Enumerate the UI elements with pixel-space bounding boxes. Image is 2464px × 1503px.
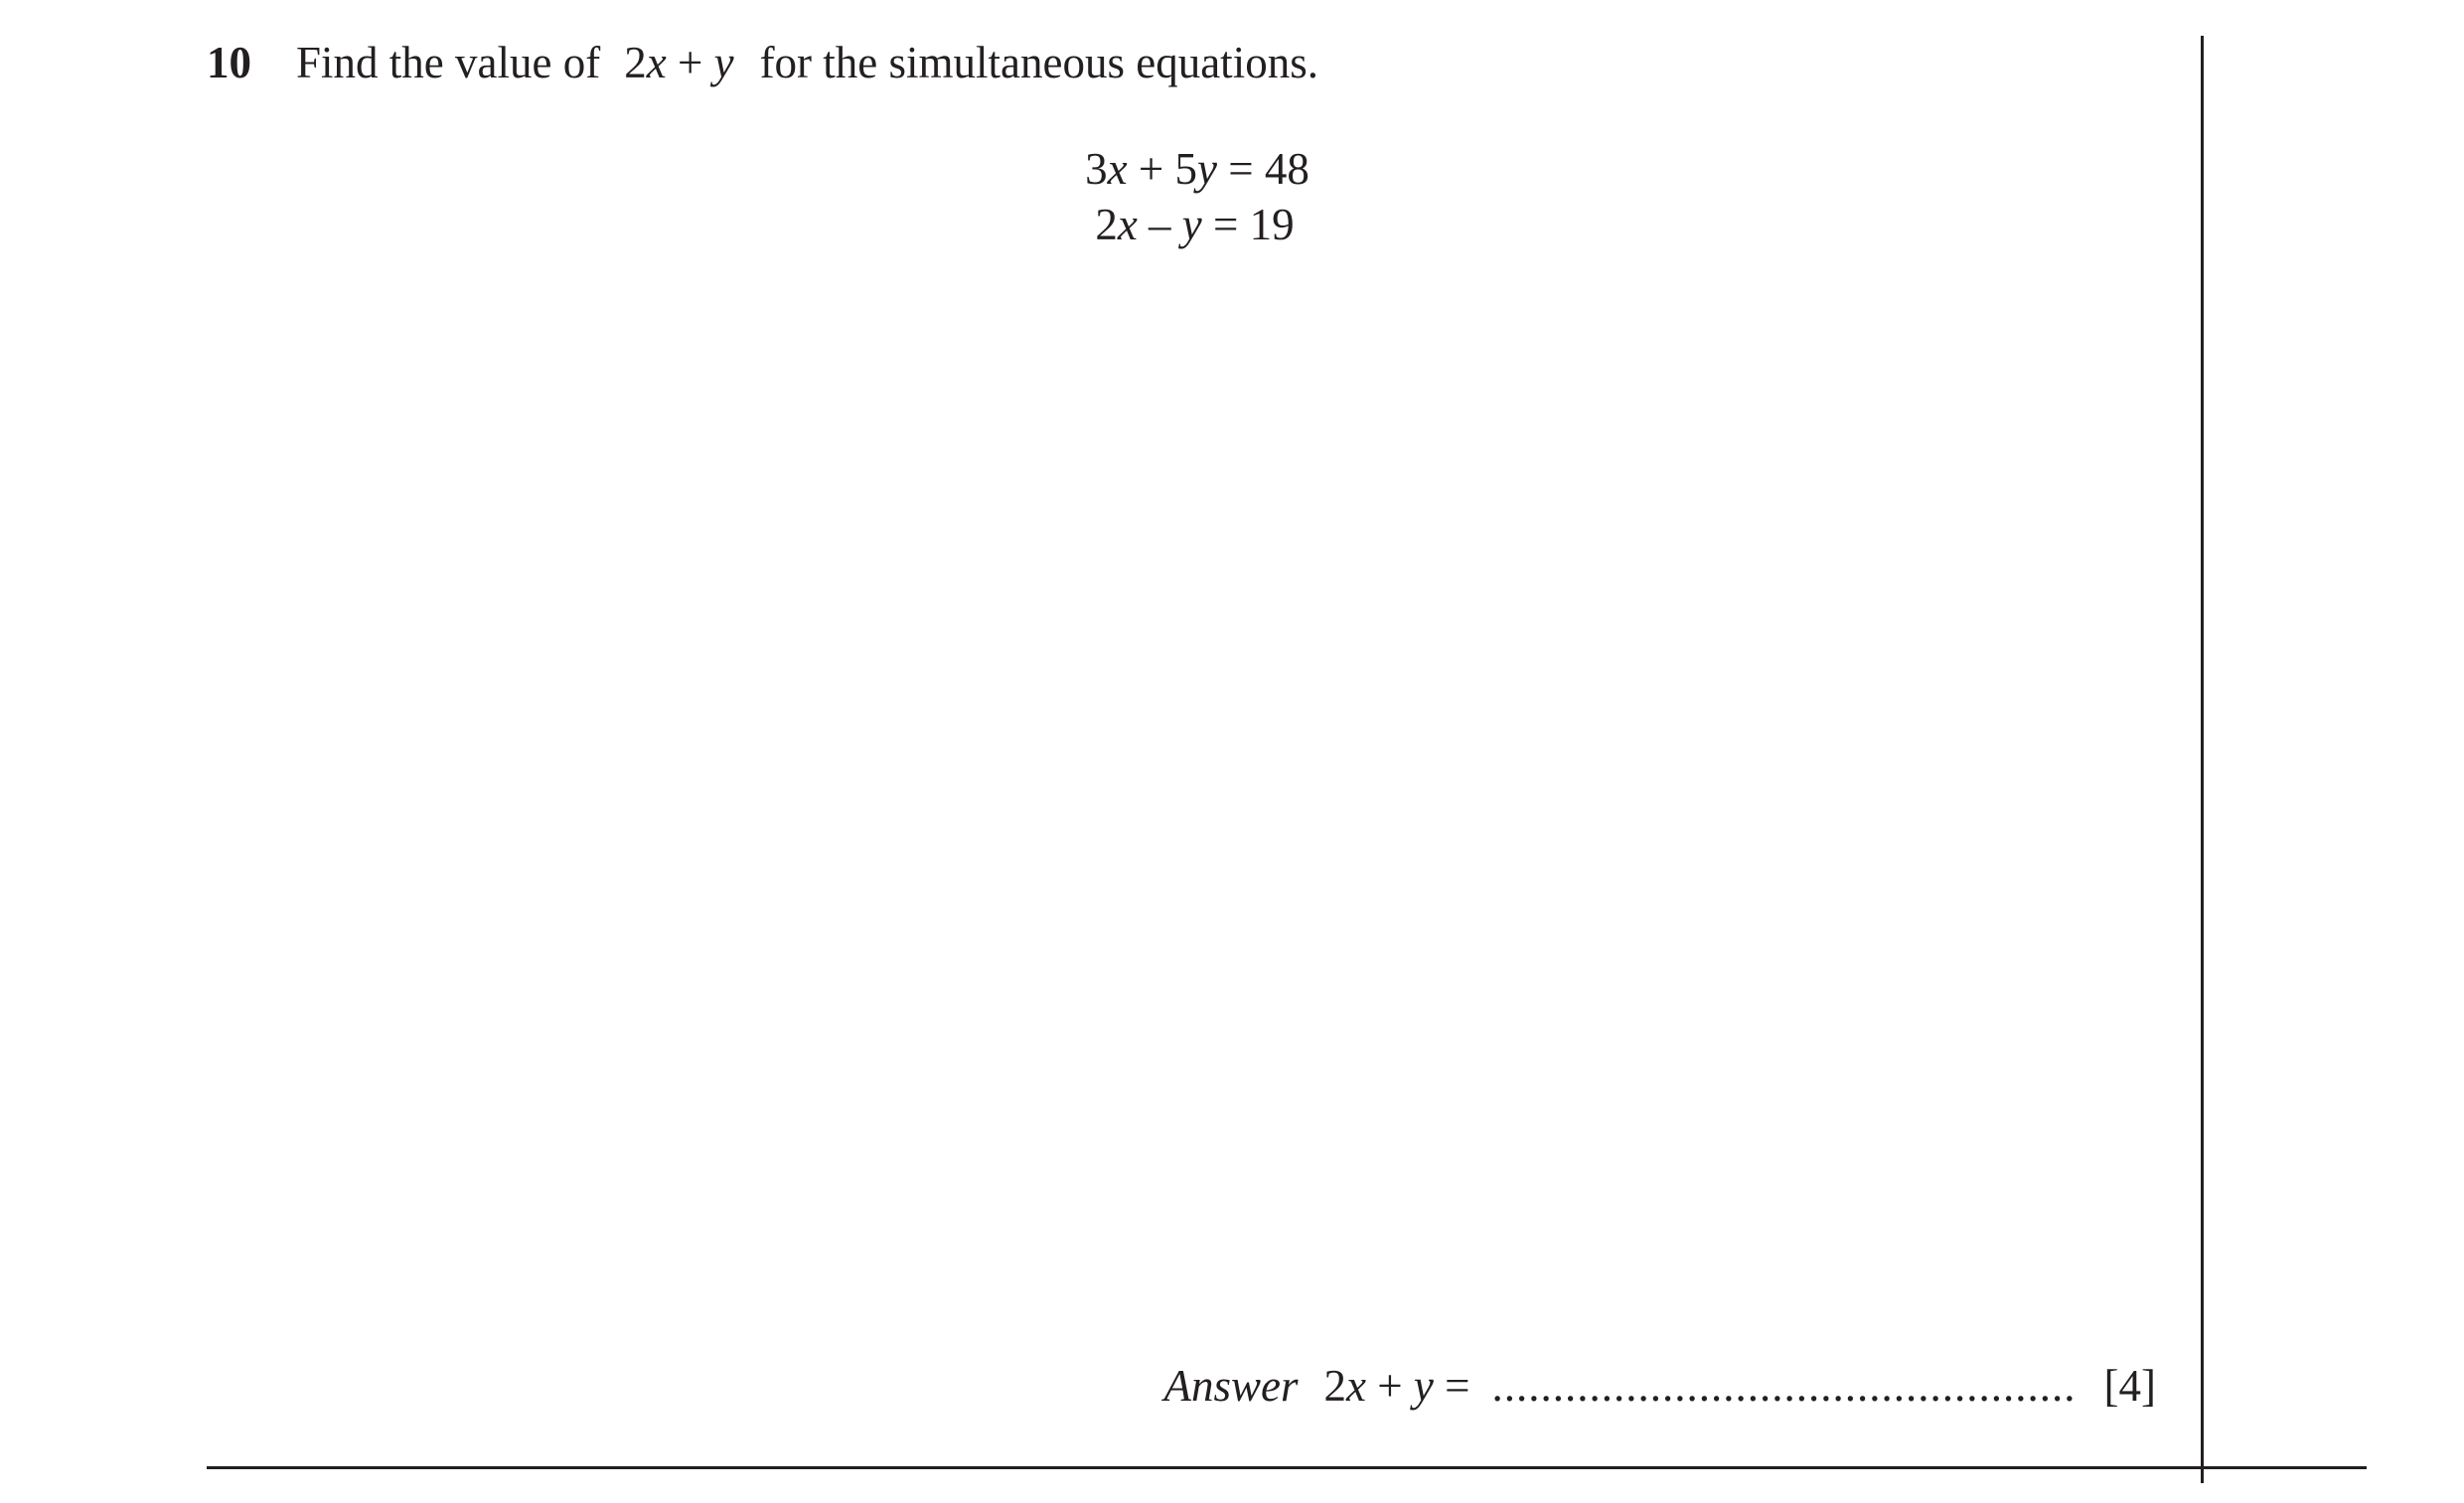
equation-variable-y: y <box>1181 200 1202 249</box>
marks-label: [4] <box>2103 1361 2156 1411</box>
answer-coefficient: 2 <box>1323 1361 1347 1411</box>
answer-operator: + <box>1366 1361 1414 1411</box>
answer-variable-y: y <box>1413 1361 1434 1411</box>
equation-variable-x: x <box>1117 200 1138 249</box>
expression-operator: + <box>666 38 714 87</box>
equation-operator: – <box>1137 200 1182 249</box>
expression-variable-x: x <box>646 38 667 87</box>
question-line <box>207 28 1318 97</box>
answer-field[interactable]: ................................................ <box>1491 1361 2077 1411</box>
answer-equals: = <box>1433 1361 1470 1411</box>
simultaneous-equations <box>0 141 2385 252</box>
question-number: 10 <box>207 38 251 87</box>
equation-coefficient: 2 <box>1095 200 1118 249</box>
expression-variable-y: y <box>713 38 734 87</box>
answer-line <box>1164 1351 2156 1421</box>
equation-rhs: = 48 <box>1216 144 1309 194</box>
question-text-start: Find the value of <box>296 38 601 87</box>
equation-variable-x: x <box>1107 144 1128 194</box>
answer-variable-x: x <box>1346 1361 1366 1411</box>
equation-2 <box>0 197 2385 252</box>
equation-1 <box>0 141 2385 197</box>
question-expression <box>624 38 733 87</box>
equation-rhs: = 19 <box>1201 200 1295 249</box>
answer-label: Answer <box>1163 1361 1299 1411</box>
equation-variable-y: y <box>1197 144 1217 194</box>
equation-operator: + 5 <box>1127 144 1197 194</box>
bottom-divider <box>207 1466 2367 1469</box>
margin-divider <box>2201 36 2204 1483</box>
expression-coefficient: 2 <box>624 38 647 87</box>
question-text-end: for the simultaneous equations. <box>759 38 1318 87</box>
answer-expression <box>1324 1361 1470 1411</box>
equation-coefficient: 3 <box>1085 144 1108 194</box>
